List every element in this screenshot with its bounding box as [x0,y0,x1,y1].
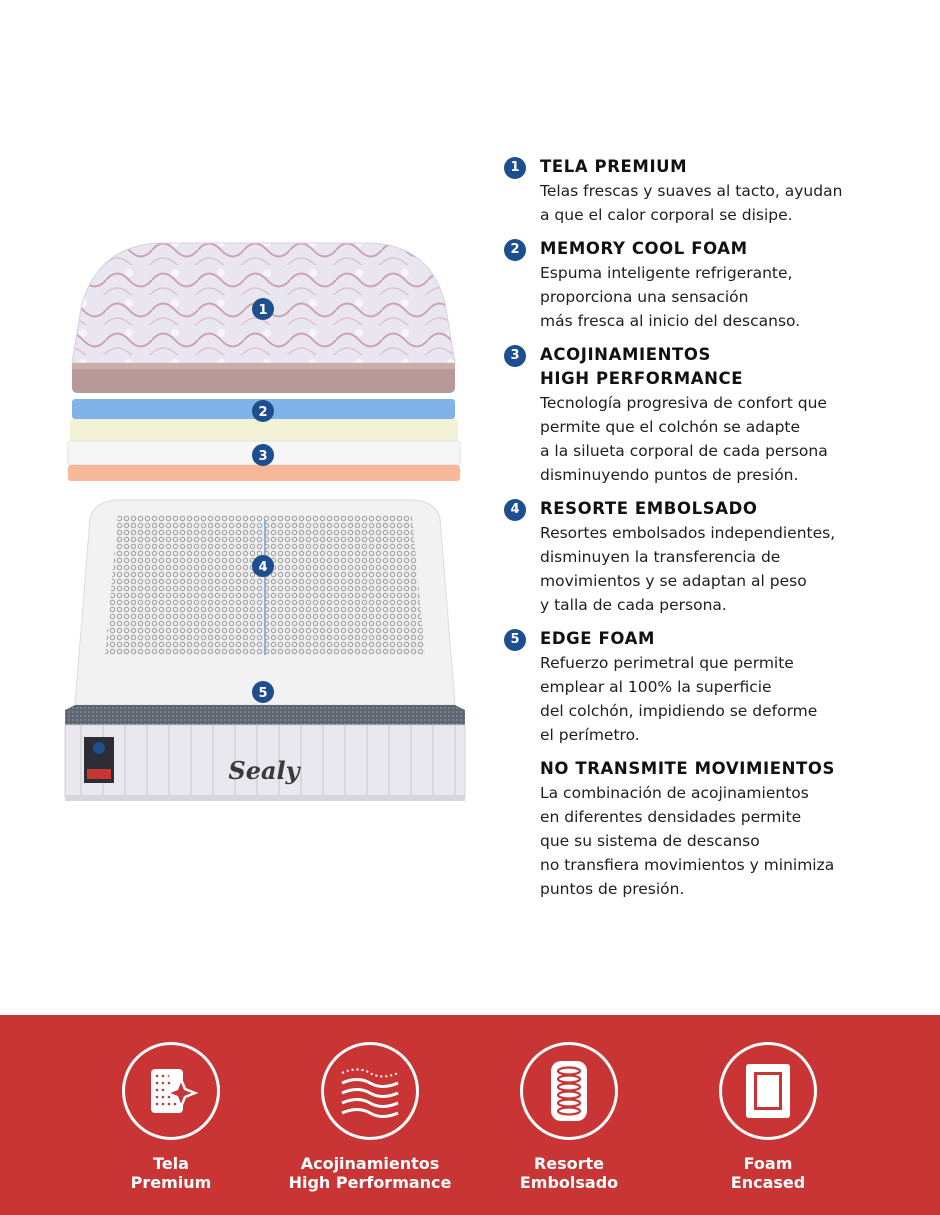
feature-description-line: movimientos y se adaptan al peso [540,572,807,590]
feature-title [540,237,934,261]
sealy-logo: Sealy [228,756,300,785]
feature-title-line: EDGE FOAM [540,629,655,648]
feature-item [504,757,934,901]
benefits-banner [0,1015,940,1215]
feature-list [504,155,934,911]
feature-title [540,497,934,521]
benefit-foam-encased [668,1042,868,1192]
svg-text:1: 1 [258,303,268,318]
foam-encased-icon [719,1042,817,1140]
feature-title-line: TELA PREMIUM [540,157,688,176]
layer-badge-5 [252,681,274,703]
feature-title [540,757,934,781]
benefit-label: Acojinamientos High Performance [288,1154,452,1192]
feature-title [540,343,934,391]
feature-description-line: y talla de cada persona. [540,596,727,614]
feature-description [540,781,934,901]
feature-item [504,237,934,333]
feature-description [540,521,934,617]
svg-text:5: 5 [258,686,268,701]
benefit-acojinamientos [270,1042,470,1192]
mattress-base [65,705,465,801]
feature-item [504,627,934,747]
feature-title [540,627,934,651]
feature-description [540,651,934,747]
feature-title-line: HIGH PERFORMANCE [540,369,744,388]
feature-description [540,391,934,487]
feature-number-badge: 4 [504,499,526,521]
feature-description-line: el perímetro. [540,726,640,744]
feature-number-badge: 1 [504,157,526,179]
feature-description-line: que su sistema de descanso [540,832,760,850]
feature-description-line: del colchón, impidiendo se deforme [540,702,818,720]
feature-description-line: Refuerzo perimetral que permite [540,654,794,672]
feature-description-line: Espuma inteligente refrigerante, [540,264,793,282]
feature-number-badge: 2 [504,239,526,261]
feature-description-line: permite que el colchón se adapte [540,418,801,436]
fabric-sparkle-icon [122,1042,220,1140]
feature-number-badge: 5 [504,629,526,651]
feature-description-line: en diferentes densidades permite [540,808,802,826]
feature-description-line: disminuyendo puntos de presión. [540,466,799,484]
mattress-layers-illustration [60,235,470,810]
feature-description-line: Telas frescas y suaves al tacto, ayudan [540,182,843,200]
feature-item [504,343,934,487]
feature-description-line: proporciona una sensación [540,288,749,306]
feature-title-line: NO TRANSMITE MOVIMIENTOS [540,759,835,778]
layer-badge-3 [252,444,274,466]
pocket-coil-unit [75,500,455,705]
feature-description-line: emplear al 100% la superficie [540,678,772,696]
svg-text:3: 3 [258,449,268,464]
feature-description [540,261,934,333]
feature-title-line: RESORTE EMBOLSADO [540,499,758,518]
benefit-label: Resorte Embolsado [519,1154,619,1192]
benefit-tela-premium [71,1042,271,1192]
feature-description-line: La combinación de acojinamientos [540,784,809,802]
feature-description-line: no transfiera movimientos y minimiza [540,856,835,874]
benefit-label: Tela Premium [130,1154,212,1192]
layer-badge-1 [252,298,274,320]
feature-description-line: más fresca al inicio del descanso. [540,312,801,330]
foam-layers-icon [321,1042,419,1140]
feature-description-line: Resortes embolsados independientes, [540,524,836,542]
feature-title-line: MEMORY COOL FOAM [540,239,748,258]
feature-item [504,497,934,617]
svg-text:2: 2 [258,405,268,420]
feature-title-line: ACOJINAMIENTOS [540,345,711,364]
feature-title [540,155,934,179]
feature-description-line: puntos de presión. [540,880,685,898]
feature-item [504,155,934,227]
feature-number-badge: 3 [504,345,526,367]
feature-description [540,179,934,227]
feature-description-line: a la silueta corporal de cada persona [540,442,828,460]
feature-description-line: Tecnología progresiva de confort que [540,394,827,412]
feature-description-line: a que el calor corporal se disipe. [540,206,793,224]
layer-badge-4 [252,555,274,577]
feature-description-line: disminuyen la transferencia de [540,548,781,566]
benefit-resorte [469,1042,669,1192]
benefit-label: Foam Encased [730,1154,806,1192]
svg-text:4: 4 [258,560,268,575]
coil-spring-icon [520,1042,618,1140]
layer-badge-2 [252,400,274,422]
